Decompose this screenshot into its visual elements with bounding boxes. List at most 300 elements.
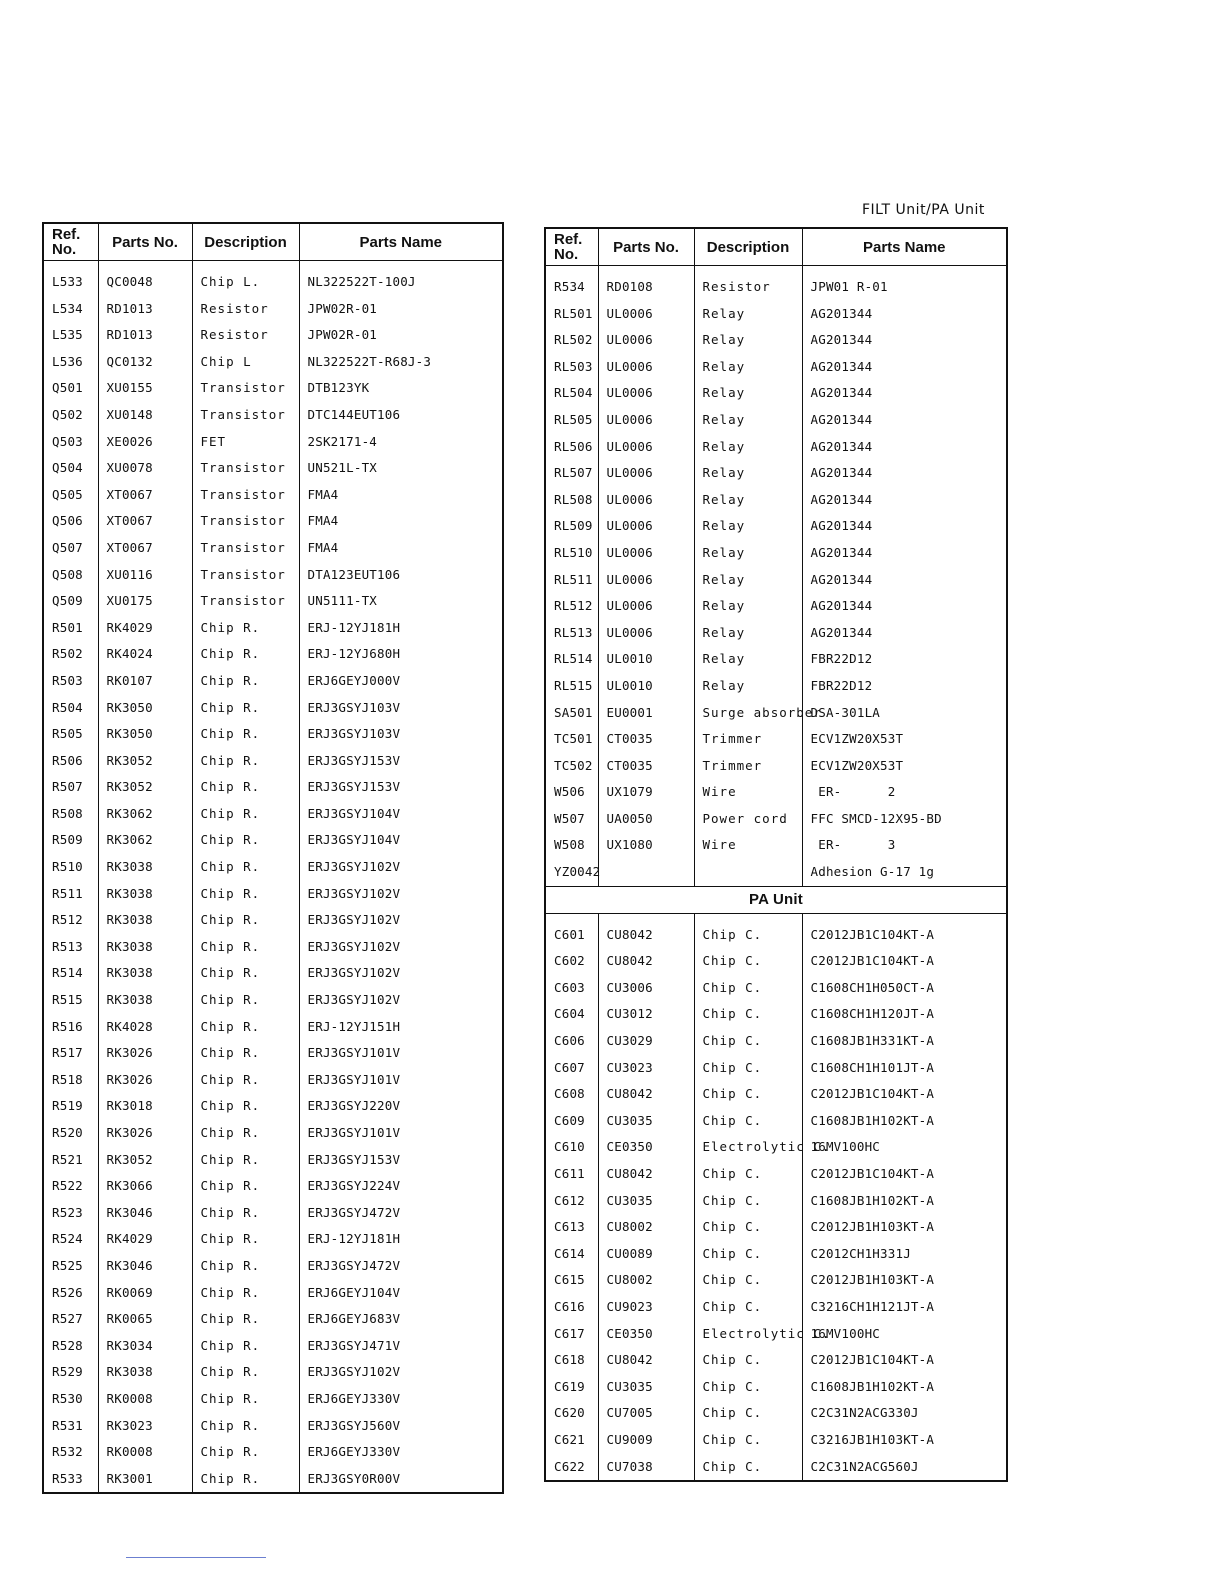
ref-no-cell: R528: [43, 1333, 98, 1360]
parts-name-cell: ERJ3GSYJ224V: [299, 1173, 503, 1200]
parts-name-cell: ERJ3GSYJ153V: [299, 748, 503, 775]
ref-no-cell: Q504: [43, 455, 98, 482]
parts-name-cell: ERJ3GSYJ102V: [299, 934, 503, 961]
ref-no-cell: R522: [43, 1173, 98, 1200]
parts-name-cell: ERJ3GSYJ102V: [299, 907, 503, 934]
description-cell: Chip C.: [694, 1427, 802, 1454]
parts-no-cell: CU3006: [598, 975, 694, 1002]
parts-name-cell: AG201344: [802, 513, 1007, 540]
table-row: [43, 455, 503, 482]
parts-name-cell: JPW02R-01: [299, 322, 503, 349]
ref-no-cell: R532: [43, 1439, 98, 1466]
ref-no-cell: RL507: [545, 460, 598, 487]
ref-no-cell: R514: [43, 960, 98, 987]
parts-name-cell: AG201344: [802, 593, 1007, 620]
parts-no-cell: CU3029: [598, 1028, 694, 1055]
ref-no-cell: R512: [43, 907, 98, 934]
ref-no-cell: C612: [545, 1188, 598, 1215]
description-cell: Chip C.: [694, 975, 802, 1002]
table-row: [43, 1067, 503, 1094]
parts-no-cell: RK3038: [98, 987, 192, 1014]
parts-name-cell: ERJ-12YJ181H: [299, 615, 503, 642]
page-title: FILT Unit/PA Unit: [862, 202, 985, 218]
description-cell: Relay: [694, 327, 802, 354]
spacer-row: [545, 913, 1007, 922]
table-row: [43, 1253, 503, 1280]
ref-no-cell: Q503: [43, 429, 98, 456]
parts-name-cell: C1608CH1H101JT-A: [802, 1055, 1007, 1082]
parts-name-cell: ERJ3GSYJ103V: [299, 695, 503, 722]
parts-name-cell: C1608JB1H102KT-A: [802, 1374, 1007, 1401]
ref-no-cell: C622: [545, 1454, 598, 1482]
table-row: [43, 322, 503, 349]
table-row: [545, 1400, 1007, 1427]
parts-name-cell: Adhesion G-17 1g: [802, 859, 1007, 886]
parts-no-cell: CU8002: [598, 1214, 694, 1241]
parts-name-cell: 16MV100HC: [802, 1321, 1007, 1348]
parts-no-cell: CU8042: [598, 1347, 694, 1374]
ref-no-cell: R516: [43, 1014, 98, 1041]
pa-unit-section-title: PA Unit: [545, 886, 1007, 913]
table-row: [43, 615, 503, 642]
description-cell: Resistor: [192, 296, 299, 323]
parts-no-cell: RK3001: [98, 1466, 192, 1494]
description-cell: Chip L.: [192, 269, 299, 296]
table-row: [545, 1321, 1007, 1348]
filt-parts-table-left: [42, 222, 504, 1494]
description-cell: FET: [192, 429, 299, 456]
table-row: [43, 774, 503, 801]
ref-no-cell: RL511: [545, 567, 598, 594]
ref-no-cell: R507: [43, 774, 98, 801]
parts-name-cell: ERJ3GSYJ102V: [299, 854, 503, 881]
table-row: [43, 748, 503, 775]
parts-name-cell: ECV1ZW20X53T: [802, 753, 1007, 780]
ref-no-cell: R513: [43, 934, 98, 961]
description-cell: Chip R.: [192, 907, 299, 934]
table-row: [43, 881, 503, 908]
parts-name-cell: FBR22D12: [802, 646, 1007, 673]
parts-name-cell: ERJ3GSYJ102V: [299, 1359, 503, 1386]
description-cell: Chip C.: [694, 1400, 802, 1427]
description-cell: Relay: [694, 540, 802, 567]
parts-name-cell: JPW02R-01: [299, 296, 503, 323]
table-row: [545, 700, 1007, 727]
table-row: [545, 327, 1007, 354]
header-parts-name: Parts Name: [802, 228, 1007, 266]
ref-no-cell: Q508: [43, 562, 98, 589]
ref-no-cell: L533: [43, 269, 98, 296]
parts-no-cell: CT0035: [598, 753, 694, 780]
parts-no-cell: RK3038: [98, 934, 192, 961]
description-cell: Transistor: [192, 375, 299, 402]
parts-no-cell: CU8002: [598, 1267, 694, 1294]
parts-no-cell: RK3050: [98, 695, 192, 722]
parts-name-cell: C2012JB1C104KT-A: [802, 1347, 1007, 1374]
description-cell: Chip R.: [192, 1280, 299, 1307]
parts-no-cell: CU9023: [598, 1294, 694, 1321]
parts-no-cell: UL0010: [598, 646, 694, 673]
parts-no-cell: RK3038: [98, 960, 192, 987]
description-cell: Transistor: [192, 588, 299, 615]
ref-no-cell: R531: [43, 1413, 98, 1440]
table-row: [545, 922, 1007, 949]
ref-no-cell: C610: [545, 1134, 598, 1161]
ref-no-cell: C607: [545, 1055, 598, 1082]
parts-no-cell: CU8042: [598, 1161, 694, 1188]
parts-no-cell: RK3046: [98, 1200, 192, 1227]
table-row: [545, 1214, 1007, 1241]
header-description: Description: [192, 223, 299, 261]
table-row: [43, 1120, 503, 1147]
parts-name-cell: C2012JB1C104KT-A: [802, 922, 1007, 949]
parts-no-cell: RD0108: [598, 274, 694, 301]
parts-name-cell: AG201344: [802, 301, 1007, 328]
description-cell: Chip R.: [192, 987, 299, 1014]
header-parts-no: Parts No.: [98, 223, 192, 261]
table-row: [545, 832, 1007, 859]
parts-name-cell: C1608CH1H050CT-A: [802, 975, 1007, 1002]
parts-name-cell: C2012JB1H103KT-A: [802, 1214, 1007, 1241]
parts-name-cell: ECV1ZW20X53T: [802, 726, 1007, 753]
description-cell: Chip C.: [694, 1001, 802, 1028]
table-row: [43, 562, 503, 589]
ref-no-cell: RL501: [545, 301, 598, 328]
parts-name-cell: ERJ6GEYJ683V: [299, 1306, 503, 1333]
description-cell: Chip R.: [192, 1226, 299, 1253]
description-cell: Trimmer: [694, 726, 802, 753]
ref-no-cell: RL506: [545, 434, 598, 461]
table-row: [43, 535, 503, 562]
description-cell: Chip R.: [192, 1200, 299, 1227]
parts-no-cell: UL0006: [598, 620, 694, 647]
parts-no-cell: RK3066: [98, 1173, 192, 1200]
description-cell: Chip R.: [192, 934, 299, 961]
header-ref-no: Ref. No.: [545, 228, 598, 266]
table-row: [43, 854, 503, 881]
parts-name-cell: 16MV100HC: [802, 1134, 1007, 1161]
description-cell: Chip C.: [694, 1081, 802, 1108]
parts-no-cell: CU8042: [598, 1081, 694, 1108]
parts-no-cell: RK3038: [98, 881, 192, 908]
description-cell: Chip C.: [694, 1454, 802, 1482]
parts-no-cell: CU7038: [598, 1454, 694, 1482]
parts-no-cell: RK3052: [98, 748, 192, 775]
parts-no-cell: RK3052: [98, 1147, 192, 1174]
parts-name-cell: AG201344: [802, 407, 1007, 434]
table-row: [43, 668, 503, 695]
parts-name-cell: ERJ3GSYJ220V: [299, 1093, 503, 1120]
table-row: [43, 1280, 503, 1307]
ref-no-cell: R534: [545, 274, 598, 301]
parts-no-cell: QC0132: [98, 349, 192, 376]
parts-name-cell: AG201344: [802, 540, 1007, 567]
parts-name-cell: ERJ3GSYJ103V: [299, 721, 503, 748]
parts-no-cell: UA0050: [598, 806, 694, 833]
description-cell: Relay: [694, 380, 802, 407]
table-row: [545, 593, 1007, 620]
ref-no-cell: R527: [43, 1306, 98, 1333]
ref-no-cell: C619: [545, 1374, 598, 1401]
parts-no-cell: RK3062: [98, 801, 192, 828]
parts-no-cell: CT0035: [598, 726, 694, 753]
description-cell: Chip R.: [192, 1173, 299, 1200]
description-cell: Chip L: [192, 349, 299, 376]
table-row: [43, 907, 503, 934]
parts-name-cell: ERJ6GEYJ104V: [299, 1280, 503, 1307]
table-row: [43, 1093, 503, 1120]
parts-name-cell: FBR22D12: [802, 673, 1007, 700]
parts-no-cell: UL0006: [598, 301, 694, 328]
ref-no-cell: C606: [545, 1028, 598, 1055]
description-cell: Chip R.: [192, 1147, 299, 1174]
parts-no-cell: RK3026: [98, 1067, 192, 1094]
parts-name-cell: C2012JB1C104KT-A: [802, 1081, 1007, 1108]
table-row: [545, 1294, 1007, 1321]
table-row: [545, 1081, 1007, 1108]
description-cell: Chip C.: [694, 1214, 802, 1241]
parts-no-cell: XE0026: [98, 429, 192, 456]
parts-name-cell: UN5111-TX: [299, 588, 503, 615]
parts-no-cell: UL0006: [598, 354, 694, 381]
parts-name-cell: ERJ3GSYJ104V: [299, 801, 503, 828]
description-cell: Chip R.: [192, 1253, 299, 1280]
table-row: [545, 1028, 1007, 1055]
description-cell: Chip R.: [192, 827, 299, 854]
description-cell: Chip R.: [192, 801, 299, 828]
parts-name-cell: C2012JB1H103KT-A: [802, 1267, 1007, 1294]
filt-pa-parts-table-right: [544, 227, 1008, 1482]
parts-name-cell: AG201344: [802, 354, 1007, 381]
description-cell: Chip C.: [694, 1188, 802, 1215]
parts-no-cell: XU0175: [98, 588, 192, 615]
parts-name-cell: C3216JB1H103KT-A: [802, 1427, 1007, 1454]
ref-no-cell: C613: [545, 1214, 598, 1241]
parts-name-cell: C1608JB1H331KT-A: [802, 1028, 1007, 1055]
footer-rule: [126, 1557, 266, 1558]
description-cell: Chip C.: [694, 1374, 802, 1401]
ref-no-cell: R518: [43, 1067, 98, 1094]
table-row: [545, 1241, 1007, 1268]
table-header-row: [43, 223, 503, 261]
table-row: [545, 1001, 1007, 1028]
table-row: [43, 934, 503, 961]
ref-no-cell: RL513: [545, 620, 598, 647]
table-row: [545, 1347, 1007, 1374]
description-cell: Chip R.: [192, 695, 299, 722]
table-row: [43, 588, 503, 615]
ref-no-cell: Q506: [43, 508, 98, 535]
ref-no-cell: C616: [545, 1294, 598, 1321]
description-cell: Electrolytic C.: [694, 1134, 802, 1161]
ref-no-cell: RL503: [545, 354, 598, 381]
table-row: [545, 567, 1007, 594]
table-row: [43, 1413, 503, 1440]
parts-no-cell: RK3046: [98, 1253, 192, 1280]
parts-no-cell: RK3038: [98, 907, 192, 934]
header-ref-no: Ref. No.: [43, 223, 98, 261]
description-cell: Chip R.: [192, 1466, 299, 1494]
parts-no-cell: RD1013: [98, 296, 192, 323]
parts-name-cell: ERJ3GSYJ101V: [299, 1120, 503, 1147]
parts-no-cell: UL0006: [598, 380, 694, 407]
table-row: [545, 1188, 1007, 1215]
ref-no-cell: L535: [43, 322, 98, 349]
description-cell: Transistor: [192, 455, 299, 482]
table-row: [545, 1374, 1007, 1401]
table-row: [43, 1040, 503, 1067]
parts-name-cell: JPW01 R-01: [802, 274, 1007, 301]
description-cell: Chip C.: [694, 922, 802, 949]
table-row: [545, 354, 1007, 381]
spacer-row: [545, 266, 1007, 275]
parts-name-cell: ERJ3GSYJ560V: [299, 1413, 503, 1440]
table-row: [43, 641, 503, 668]
description-cell: Chip R.: [192, 960, 299, 987]
parts-name-cell: C1608JB1H102KT-A: [802, 1108, 1007, 1135]
ref-no-cell: R511: [43, 881, 98, 908]
parts-no-cell: RK3062: [98, 827, 192, 854]
ref-no-cell: C601: [545, 922, 598, 949]
table-row: [43, 429, 503, 456]
parts-no-cell: CE0350: [598, 1321, 694, 1348]
ref-no-cell: Q501: [43, 375, 98, 402]
description-cell: Chip R.: [192, 1306, 299, 1333]
parts-no-cell: RK3052: [98, 774, 192, 801]
ref-no-cell: RL504: [545, 380, 598, 407]
parts-no-cell: CU3035: [598, 1188, 694, 1215]
parts-name-cell: AG201344: [802, 487, 1007, 514]
parts-no-cell: RK3038: [98, 1359, 192, 1386]
table-row: [545, 1267, 1007, 1294]
description-cell: Chip C.: [694, 1294, 802, 1321]
table-row: [545, 620, 1007, 647]
description-cell: Trimmer: [694, 753, 802, 780]
description-cell: Chip R.: [192, 854, 299, 881]
ref-no-cell: W507: [545, 806, 598, 833]
parts-name-cell: AG201344: [802, 567, 1007, 594]
table-row: [545, 646, 1007, 673]
parts-no-cell: RK4028: [98, 1014, 192, 1041]
parts-name-cell: DTB123YK: [299, 375, 503, 402]
parts-name-cell: ERJ3GSYJ102V: [299, 987, 503, 1014]
ref-no-cell: C621: [545, 1427, 598, 1454]
ref-no-cell: RL508: [545, 487, 598, 514]
ref-no-cell: SA501: [545, 700, 598, 727]
parts-name-cell: C2012JB1C104KT-A: [802, 948, 1007, 975]
description-cell: Transistor: [192, 482, 299, 509]
description-cell: Chip R.: [192, 1439, 299, 1466]
parts-no-cell: CU9009: [598, 1427, 694, 1454]
parts-name-cell: ERJ6GEYJ330V: [299, 1439, 503, 1466]
table-row: [43, 827, 503, 854]
parts-no-cell: RK3038: [98, 854, 192, 881]
table-row: [43, 1200, 503, 1227]
description-cell: Chip C.: [694, 1347, 802, 1374]
ref-no-cell: L534: [43, 296, 98, 323]
description-cell: Transistor: [192, 508, 299, 535]
ref-no-cell: R506: [43, 748, 98, 775]
description-cell: Transistor: [192, 402, 299, 429]
table-row: [43, 1359, 503, 1386]
parts-no-cell: EU0001: [598, 700, 694, 727]
parts-no-cell: CU3023: [598, 1055, 694, 1082]
description-cell: Relay: [694, 301, 802, 328]
parts-name-cell: ERJ3GSYJ472V: [299, 1253, 503, 1280]
parts-name-cell: C2C31N2ACG560J: [802, 1454, 1007, 1482]
parts-no-cell: RK3023: [98, 1413, 192, 1440]
parts-name-cell: FFC SMCD-12X95-BD: [802, 806, 1007, 833]
parts-no-cell: RK0069: [98, 1280, 192, 1307]
parts-name-cell: AG201344: [802, 620, 1007, 647]
table-row: [43, 1466, 503, 1494]
parts-no-cell: RK4029: [98, 1226, 192, 1253]
description-cell: Chip R.: [192, 748, 299, 775]
ref-no-cell: R529: [43, 1359, 98, 1386]
parts-no-cell: XT0067: [98, 508, 192, 535]
ref-no-cell: C609: [545, 1108, 598, 1135]
parts-no-cell: RK4029: [98, 615, 192, 642]
ref-no-cell: RL502: [545, 327, 598, 354]
parts-name-cell: C2012JB1C104KT-A: [802, 1161, 1007, 1188]
description-cell: Transistor: [192, 562, 299, 589]
description-cell: Relay: [694, 673, 802, 700]
parts-name-cell: C3216CH1H121JT-A: [802, 1294, 1007, 1321]
table-row: [545, 779, 1007, 806]
description-cell: Chip C.: [694, 1267, 802, 1294]
ref-no-cell: TC501: [545, 726, 598, 753]
description-cell: Resistor: [192, 322, 299, 349]
table-row: [43, 1226, 503, 1253]
description-cell: Electrolytic C.: [694, 1321, 802, 1348]
ref-no-cell: R510: [43, 854, 98, 881]
table-row: [545, 1108, 1007, 1135]
parts-name-cell: ERJ3GSYJ104V: [299, 827, 503, 854]
table-row: [545, 1134, 1007, 1161]
ref-no-cell: C603: [545, 975, 598, 1002]
table-row: [43, 482, 503, 509]
table-row: [43, 695, 503, 722]
table-row: [43, 1386, 503, 1413]
table-row: [43, 1147, 503, 1174]
ref-no-cell: R505: [43, 721, 98, 748]
parts-name-cell: UN521L-TX: [299, 455, 503, 482]
parts-no-cell: CU8042: [598, 922, 694, 949]
description-cell: Chip R.: [192, 1386, 299, 1413]
description-cell: Relay: [694, 646, 802, 673]
description-cell: Resistor: [694, 274, 802, 301]
parts-no-cell: RK3050: [98, 721, 192, 748]
ref-no-cell: R520: [43, 1120, 98, 1147]
table-row: [43, 269, 503, 296]
table-row: [545, 434, 1007, 461]
ref-no-cell: L536: [43, 349, 98, 376]
parts-name-cell: ER- 3: [802, 832, 1007, 859]
ref-no-cell: R533: [43, 1466, 98, 1494]
ref-no-cell: TC502: [545, 753, 598, 780]
description-cell: Chip R.: [192, 615, 299, 642]
parts-no-cell: UL0006: [598, 460, 694, 487]
ref-no-cell: R501: [43, 615, 98, 642]
table-row: [545, 1454, 1007, 1482]
table-row: [545, 380, 1007, 407]
spacer-row: [43, 261, 503, 270]
parts-no-cell: XU0155: [98, 375, 192, 402]
parts-no-cell: [598, 859, 694, 886]
parts-no-cell: CU3035: [598, 1108, 694, 1135]
ref-no-cell: Q502: [43, 402, 98, 429]
parts-no-cell: UL0006: [598, 513, 694, 540]
